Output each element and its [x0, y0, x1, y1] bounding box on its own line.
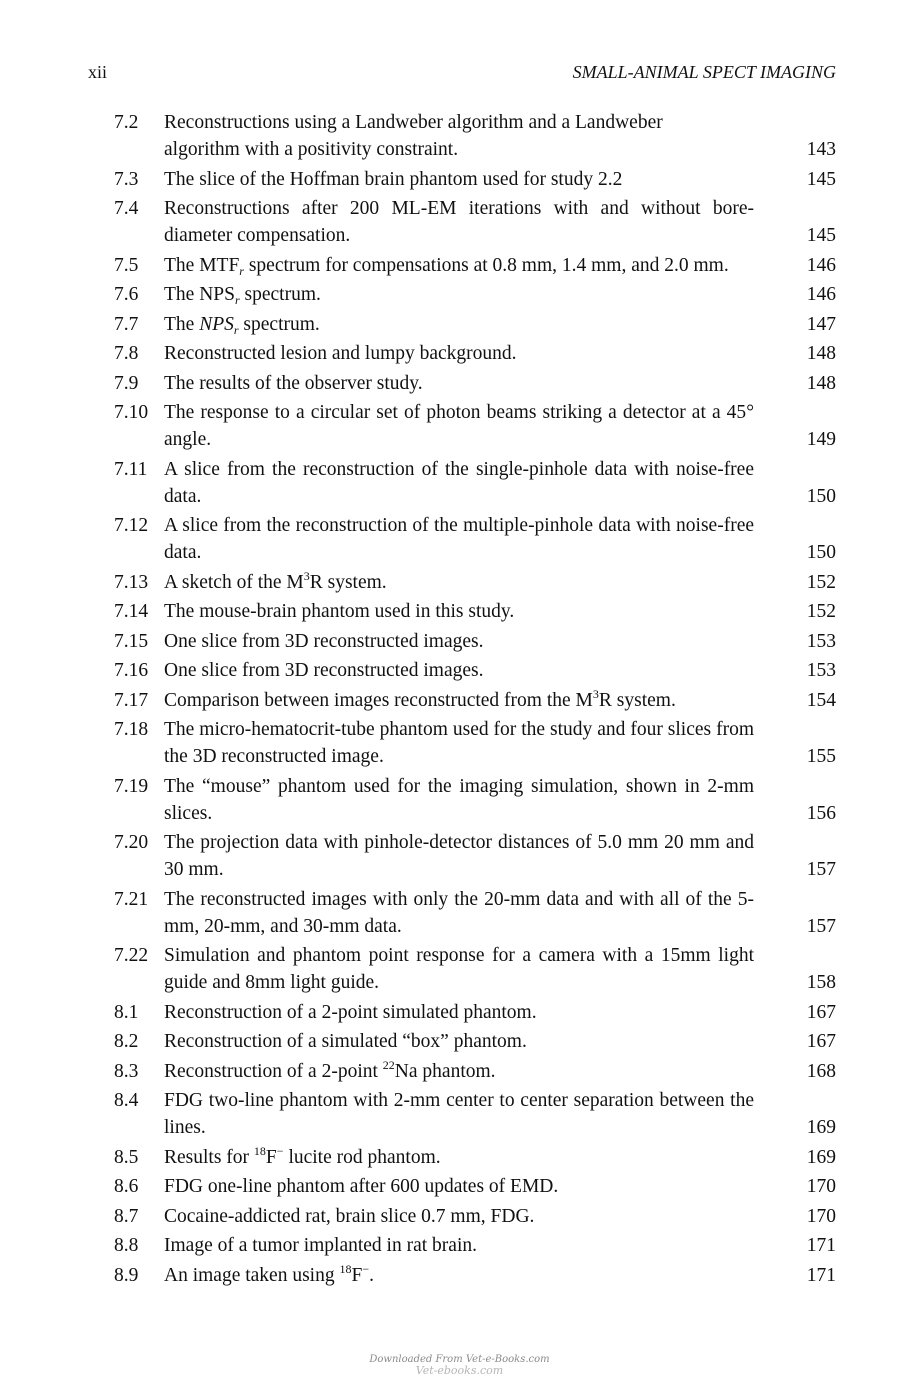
page-ref: 156 — [806, 802, 836, 824]
figure-number: 7.17 — [114, 689, 149, 711]
figure-caption: The projection data with pinhole-detector distances of 5.0 mm 20 mm and 30 mm. — [164, 832, 754, 880]
figure-number: 7.3 — [114, 168, 139, 190]
figure-caption: The $NPS_r$ spectrum. — [164, 284, 321, 307]
figure-number: 7.2 — [114, 112, 139, 133]
figure-number: 7.13 — [114, 571, 149, 593]
toc-entry — [114, 166, 836, 193]
figure-caption: Reconstructions using a Landweber algorithm and a Landweber algorithm with a positivity constraint. — [164, 112, 663, 160]
page-ref: 169 — [806, 1117, 836, 1138]
figure-caption: Comparison between images reconstructed from the $M^3R$ system. — [164, 686, 676, 711]
figure-caption: The results of the observer study. — [164, 372, 423, 394]
toc-entry — [114, 942, 836, 996]
toc-entry — [114, 195, 836, 249]
figure-caption: The $NPS_r$ spectrum. — [164, 313, 320, 337]
toc-entry — [114, 773, 836, 827]
toc-entry — [114, 281, 836, 308]
page-ref: 143 — [806, 139, 836, 160]
figure-number: 8.4 — [114, 1090, 139, 1111]
page-ref: 147 — [806, 313, 836, 335]
figure-caption: A slice from the reconstruction of the single-pinhole data with noise-free data. — [164, 458, 754, 507]
page-ref: 148 — [806, 343, 836, 364]
page-ref: 168 — [806, 1060, 836, 1082]
figure-number: 8.5 — [114, 1146, 139, 1168]
figure-caption: Reconstructed lesion and lumpy background. — [164, 343, 517, 364]
page-ref: 152 — [806, 571, 836, 593]
figure-number: 7.14 — [114, 601, 149, 622]
page-ref: 145 — [806, 168, 836, 190]
toc-entry — [114, 1058, 836, 1085]
page-ref: 167 — [806, 1001, 836, 1023]
toc-entry — [114, 628, 836, 655]
figure-number: 7.6 — [114, 284, 139, 305]
toc-entry — [114, 340, 836, 367]
list-of-figures — [114, 109, 836, 1289]
figure-caption: The slice of the Hoffman brain phantom used for study 2.2 — [164, 168, 623, 190]
figure-caption: One slice from 3D reconstructed images. — [164, 630, 484, 652]
figure-caption: Cocaine-addicted rat, brain slice 0.7 mm, FDG. — [164, 1205, 535, 1227]
figure-caption: The reconstructed images with only the 20-mm data and with all of the 5-mm, 20-mm, and 30-mm data. — [164, 888, 754, 937]
toc-entry — [114, 1203, 836, 1230]
figure-caption: A slice from the reconstruction of the multiple-pinhole data with noise-free data. — [164, 515, 754, 563]
figure-caption: A sketch of the $M^3R$ system. — [164, 568, 387, 593]
figure-caption: The micro-hematocrit-tube phantom used for the study and four slices from the 3D reconstructed image. — [164, 719, 754, 767]
toc-entry — [114, 370, 836, 397]
toc-entry — [114, 999, 836, 1026]
running-title: SMALL-ANIMAL SPECT IMAGING — [572, 62, 836, 82]
toc-entry — [114, 1173, 836, 1200]
figure-number: 7.16 — [114, 660, 149, 681]
page-ref: 157 — [806, 915, 836, 937]
figure-number: 8.3 — [114, 1060, 139, 1082]
figure-number: 7.19 — [114, 775, 149, 797]
figure-number: 7.21 — [114, 888, 149, 910]
toc-entry — [114, 1028, 836, 1055]
figure-number: 7.10 — [114, 402, 149, 423]
page-ref: 167 — [806, 1031, 836, 1052]
figure-caption: The “mouse” phantom used for the imaging simulation, shown in 2-mm slices. — [164, 775, 754, 824]
figure-caption: One slice from 3D reconstructed images. — [164, 660, 484, 681]
page-ref: 170 — [806, 1205, 836, 1227]
figure-number: 7.5 — [114, 254, 139, 276]
figure-caption: The $MTF_r$ spectrum for compensations at 0.8 mm, 1.4 mm, and 2.0 mm. — [164, 254, 729, 278]
toc-entry — [114, 399, 836, 453]
figure-number: 7.18 — [114, 719, 149, 740]
toc-entry — [114, 687, 836, 714]
figure-caption: Simulation and phantom point response for a camera with a 15mm light guide and 8mm light guide. — [164, 945, 754, 993]
page-ref: 154 — [806, 689, 836, 711]
figure-number: 7.22 — [114, 945, 149, 966]
page-ref: 153 — [806, 630, 836, 652]
page-ref: 150 — [806, 485, 836, 507]
watermark-line: Vet-ebooks.com — [415, 1364, 504, 1377]
toc-entry — [114, 456, 836, 510]
page-ref: 145 — [806, 225, 836, 246]
toc-entry — [114, 716, 836, 770]
figure-caption: Reconstructions after 200 ML-EM iterations with and without bore-diameter compensation. — [164, 198, 754, 246]
page-ref: 170 — [806, 1176, 836, 1197]
figure-number: 8.2 — [114, 1031, 139, 1052]
figure-number: 8.7 — [114, 1205, 139, 1227]
figure-number: 8.1 — [114, 1001, 139, 1023]
toc-entry — [114, 252, 836, 279]
page-ref: 157 — [806, 859, 836, 880]
page-ref: 169 — [806, 1146, 836, 1168]
toc-entry — [114, 1087, 836, 1141]
toc-entry — [114, 512, 836, 566]
page-header — [88, 62, 836, 88]
figure-number: 7.4 — [114, 198, 139, 219]
figure-number: 7.9 — [114, 372, 139, 394]
figure-number: 7.11 — [114, 458, 148, 480]
figure-caption: Reconstruction of a 2-point $^{22}$Na phantom. — [164, 1057, 496, 1082]
toc-entry — [114, 829, 836, 883]
toc-entry — [114, 109, 836, 163]
watermark-line: Downloaded From Vet-e-Books.com — [369, 1354, 550, 1365]
figure-number: 7.15 — [114, 630, 149, 652]
page-ref: 158 — [806, 972, 836, 993]
toc-entry — [114, 569, 836, 596]
toc-entry — [114, 598, 836, 625]
figure-caption: FDG one-line phantom after 600 updates of EMD. — [164, 1176, 559, 1197]
figure-caption: Results for $^{18}$F− lucite rod phantom. — [164, 1143, 441, 1168]
page-ref: 171 — [806, 1235, 836, 1256]
figure-number: 7.20 — [114, 832, 149, 853]
toc-entry — [114, 657, 836, 684]
page-ref: 153 — [806, 660, 836, 681]
download-watermark — [0, 1354, 919, 1376]
figure-number: 8.6 — [114, 1176, 139, 1197]
figure-caption: Reconstruction of a 2-point simulated phantom. — [164, 1001, 537, 1023]
page-ref: 149 — [806, 429, 836, 450]
page-ref: 152 — [806, 601, 836, 622]
figure-caption: Reconstruction of a simulated “box” phantom. — [164, 1031, 527, 1052]
figure-number: 8.8 — [114, 1235, 139, 1256]
figure-caption: The mouse-brain phantom used in this study. — [164, 601, 515, 622]
page-ref: 171 — [806, 1264, 836, 1286]
figure-number: 7.12 — [114, 515, 149, 536]
toc-entry — [114, 1232, 836, 1259]
figure-caption: An image taken using $^{18}$F−. — [164, 1261, 374, 1286]
figure-number: 7.7 — [114, 313, 139, 335]
page-ref: 150 — [806, 542, 836, 563]
toc-entry — [114, 311, 836, 338]
figure-caption: Image of a tumor implanted in rat brain. — [164, 1235, 477, 1256]
toc-entry — [114, 1144, 836, 1171]
page-ref: 146 — [806, 284, 836, 305]
page-number: xii — [88, 62, 108, 82]
figure-caption: The response to a circular set of photon beams striking a detector at a 45° angle. — [164, 402, 754, 450]
figure-caption: FDG two-line phantom with 2-mm center to center separation between the lines. — [164, 1090, 754, 1138]
page-ref: 146 — [806, 254, 836, 276]
figure-number: 8.9 — [114, 1264, 139, 1286]
page-ref: 155 — [806, 746, 836, 767]
page-ref: 148 — [806, 372, 836, 394]
toc-entry — [114, 1262, 836, 1289]
figure-number: 7.8 — [114, 343, 139, 364]
toc-entry — [114, 886, 836, 940]
